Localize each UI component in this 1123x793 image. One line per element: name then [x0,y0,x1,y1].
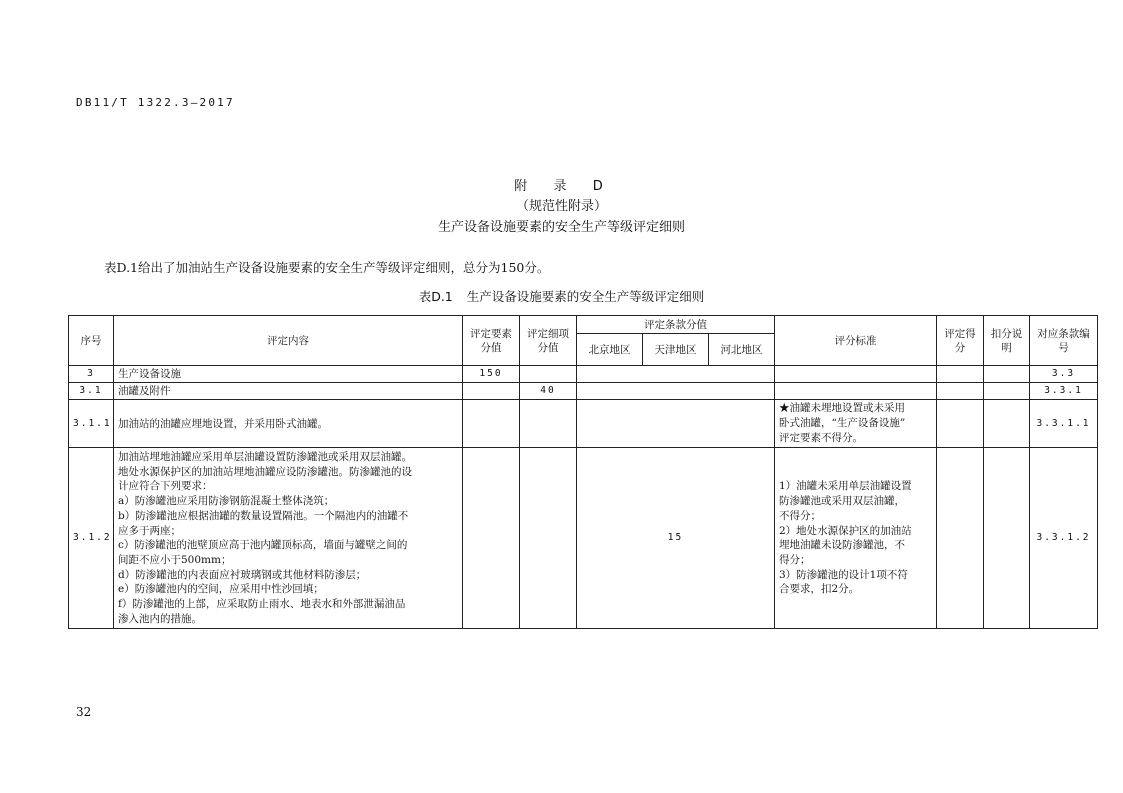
row-ref: 3.3.1 [1030,383,1098,400]
table-row [69,383,1098,400]
row-standard [775,448,937,629]
appendix-title: 附 录 D [514,179,609,194]
content-line: 地处水源保护区的加油站埋地油罐应设防渗罐池。防渗罐池的设 [118,465,412,478]
standard-line: 2）地处水源保护区的加油站 [779,524,912,537]
row-seq: 3.1.2 [69,448,114,629]
row-clause-score [577,400,775,448]
header-standard: 评分标准 [775,316,937,366]
row-score [937,400,984,448]
standard-line: 得分； [779,553,811,566]
standard-line: 不得分； [779,509,821,522]
appendix-name: 生产设备设施要素的安全生产等级评定细则 [437,220,685,235]
header-ref: 对应条款编号 [1030,316,1098,366]
row-deduction [984,383,1030,400]
row-content [114,448,463,629]
header-beijing: 北京地区 [577,334,643,366]
appendix-subtitle: （规范性附录） [515,199,607,214]
table-row [69,448,1098,629]
content-line: 渗入池内的措施。 [118,612,202,625]
content-line: a）防渗罐池应采用防渗钢筋混凝土整体浇筑； [118,495,335,508]
table-number: 表D.1 [418,289,453,304]
standard-line: ★油罐未埋地设置或未采用 [779,402,905,415]
row-element-score [463,448,520,629]
row-score [937,366,984,383]
evaluation-table [68,315,1098,629]
row-seq: 3.1.1 [69,400,114,448]
row-item-score [520,366,577,383]
header-hebei: 河北地区 [709,334,775,366]
content-line: e）防渗罐池内的空间，应采用中性沙回填； [118,583,324,596]
content-line: 应多于两座； [118,524,181,537]
standard-line: 1）油罐未采用单层油罐设置 [779,480,912,493]
row-score [937,448,984,629]
standard-line: 合要求，扣2分。 [779,583,860,596]
table-title: 生产设备设施要素的安全生产等级评定细则 [466,289,705,304]
row-element-score [463,400,520,448]
row-deduction [984,448,1030,629]
header-deduction: 扣分说明 [984,316,1030,366]
standard-line: 3）防渗罐池的设计1项不符 [779,568,908,581]
standard-line: 卧式油罐，“生产设备设施” [779,417,906,430]
row-seq: 3 [69,366,114,383]
header-tianjin: 天津地区 [643,334,709,366]
content-line: c）防渗罐池的池壁顶应高于池内罐顶标高，墙面与罐壁之间的 [118,539,408,552]
content-line: b）防渗罐池应根据油罐的数量设置隔池。一个隔池内的油罐不 [118,509,409,522]
row-standard [775,383,937,400]
row-element-score: 150 [463,366,520,383]
row-item-score [520,448,577,629]
row-ref: 3.3 [1030,366,1098,383]
row-deduction [984,400,1030,448]
row-score [937,383,984,400]
header-item-score: 评定细项分值 [520,316,577,366]
header-clause-score: 评定条款分值 [577,316,775,334]
row-standard [775,400,937,448]
row-seq: 3.1 [69,383,114,400]
content-line: 加油站埋地油罐应采用单层油罐设置防渗罐池或采用双层油罐。 [118,451,412,463]
content-line: 计应符合下列要求： [118,480,213,493]
row-ref: 3.3.1.1 [1030,400,1098,448]
page-number: 32 [76,705,92,719]
row-item-score: 40 [520,383,577,400]
row-clause-score [577,383,775,400]
row-clause-score: 15 [577,448,775,629]
standard-line: 评定要素不得分。 [779,431,863,444]
table-row [69,400,1098,448]
row-standard [775,366,937,383]
table-row [69,366,1098,383]
row-content: 油罐及附件 [114,383,463,400]
row-ref: 3.3.1.2 [1030,448,1098,629]
header-content: 评定内容 [114,316,463,366]
document-code: DB11/T 1322.3—2017 [76,96,235,109]
header-score: 评定得分 [937,316,984,366]
table-caption [0,287,1123,305]
standard-line: 埋地油罐未设防渗罐池，不 [779,539,905,552]
row-element-score [463,383,520,400]
header-seq: 序号 [69,316,114,366]
content-line: 间距不应小于500mm； [118,553,232,566]
intro-paragraph: 表D.1给出了加油站生产设备设施要素的安全生产等级评定细则，总分为150分。 [104,260,550,275]
standard-line: 防渗罐池或采用双层油罐， [779,495,905,508]
row-item-score [520,400,577,448]
row-deduction [984,366,1030,383]
row-clause-score [577,366,775,383]
row-content: 生产设备设施 [114,366,463,383]
content-line: d）防渗罐池的内表面应衬玻璃钢或其他材料防渗层； [118,568,367,581]
row-content: 加油站的油罐应埋地设置，并采用卧式油罐。 [114,400,463,448]
content-line: f）防渗罐池的上部，应采取防止雨水、地表水和外部泄漏油品 [118,598,406,611]
header-element-score: 评定要素分值 [463,316,520,366]
